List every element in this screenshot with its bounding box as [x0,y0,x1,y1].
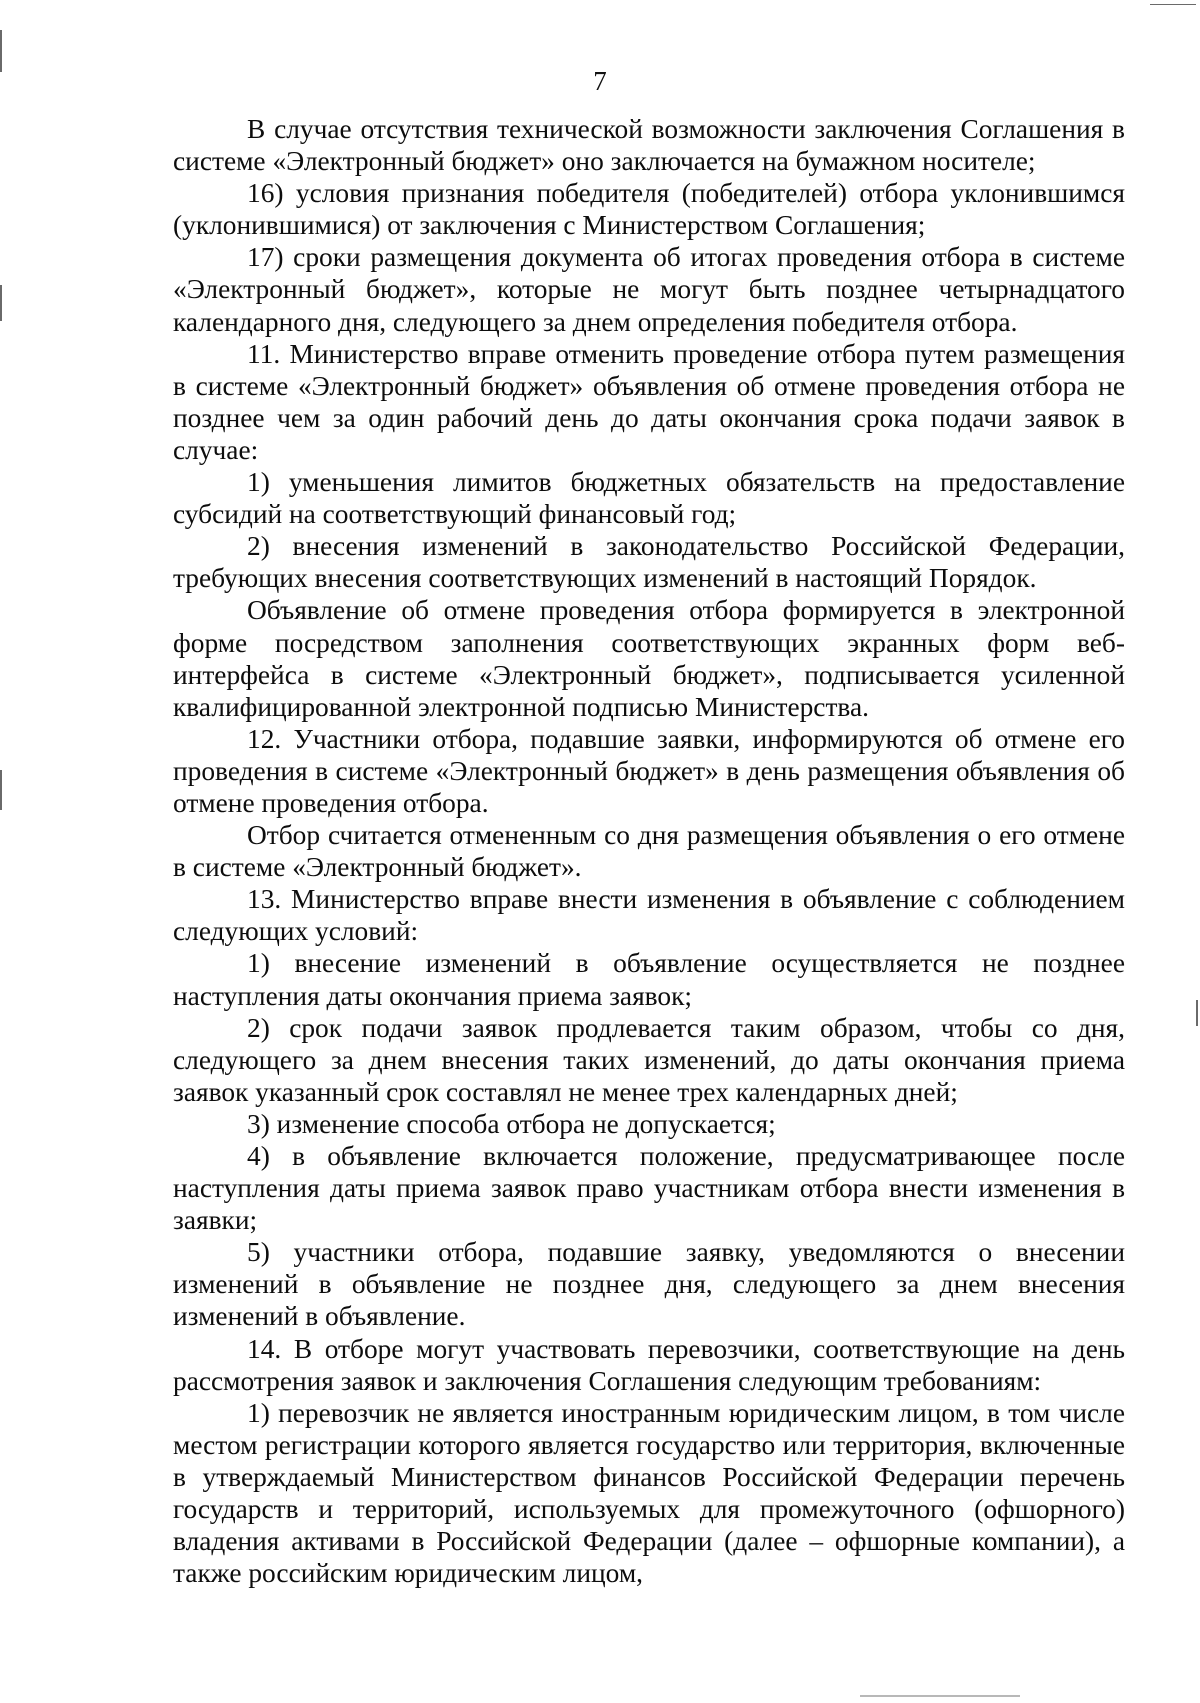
scan-artifact [1150,4,1196,5]
paragraph: 1) внесение изменений в объявление осуществляется не позднее наступления даты окончания приема заявок; [173,948,1125,1011]
document-body [173,113,1125,1589]
paragraph: 11. Министерство вправе отменить проведение отбора путем размещения в системе «Электронный бюджет» объявления об отмене проведения отбора не позднее чем за один рабочий день до даты окончания срока подачи заявок в случае: [173,338,1125,465]
paragraph: 3) изменение способа отбора не допускается; [247,1108,776,1139]
paragraph: 2) внесения изменений в законодательство Российской Федерации, требующих внесения соответствующих изменений в настоящий Порядок. [173,531,1125,594]
scan-artifact [1196,1000,1198,1026]
paragraph: Объявление об отмене проведения отбора формируется в электронной форме посредством заполнения соответствующих экранных форм веб-интерфейса в системе «Электронный бюджет», подписывается усиленной квалифицированной электронной подписью Министерства. [173,595,1125,722]
scan-artifact [860,1695,1020,1697]
scan-artifact [0,770,2,810]
paragraph: 5) участники отбора, подавшие заявку, уведомляются о внесении изменений в объявление не позднее дня, следующего за днем внесения изменений в объявление. [173,1237,1125,1332]
paragraph: 13. Министерство вправе внести изменения в объявление с соблюдением следующих условий: [173,884,1125,947]
scan-artifact [0,285,2,321]
paragraph: 1) перевозчик не является иностранным юридическим лицом, в том числе местом регистрации которого является государство или территория, включенные в утверждаемый Министерством финансов Российской Федерации перечень государств и территорий, используемых для промежуточного (офшорного) владения активами в Российской Федерации (далее – офшорные компании), а также российским юридическим лицом, [173,1397,1125,1589]
paragraph: 14. В отборе могут участвовать перевозчики, соответствующие на день рассмотрения заявок и заключения Соглашения следующим требованиям: [173,1333,1125,1396]
paragraph: 2) срок подачи заявок продлевается таким образом, чтобы со дня, следующего за днем внесения таких изменений, до даты окончания приема заявок указанный срок составлял не менее трех календарных дней; [173,1012,1125,1107]
paragraph: Отбор считается отмененным со дня размещения объявления о его отмене в системе «Электронный бюджет». [173,820,1125,883]
paragraph: 12. Участники отбора, подавшие заявки, информируются об отмене его проведения в системе «Электронный бюджет» в день размещения объявления об отмене проведения отбора. [173,723,1125,818]
paragraph: 1) уменьшения лимитов бюджетных обязательств на предоставление субсидий на соответствующий финансовый год; [173,467,1125,530]
page-number: 7 [593,66,607,96]
paragraph: В случае отсутствия технической возможности заключения Соглашения в системе «Электронный бюджет» оно заключается на бумажном носителе; [173,114,1125,177]
paragraph: 16) условия признания победителя (победителей) отбора уклонившимся (уклонившимися) от заключения с Министерством Соглашения; [173,178,1125,241]
paragraph: 17) сроки размещения документа об итогах проведения отбора в системе «Электронный бюджет», которые не могут быть позднее четырнадцатого календарного дня, следующего за днем определения победителя отбора. [173,242,1125,337]
paragraph: 4) в объявление включается положение, предусматривающее после наступления даты приема заявок право участникам отбора внести изменения в заявки; [173,1141,1125,1236]
